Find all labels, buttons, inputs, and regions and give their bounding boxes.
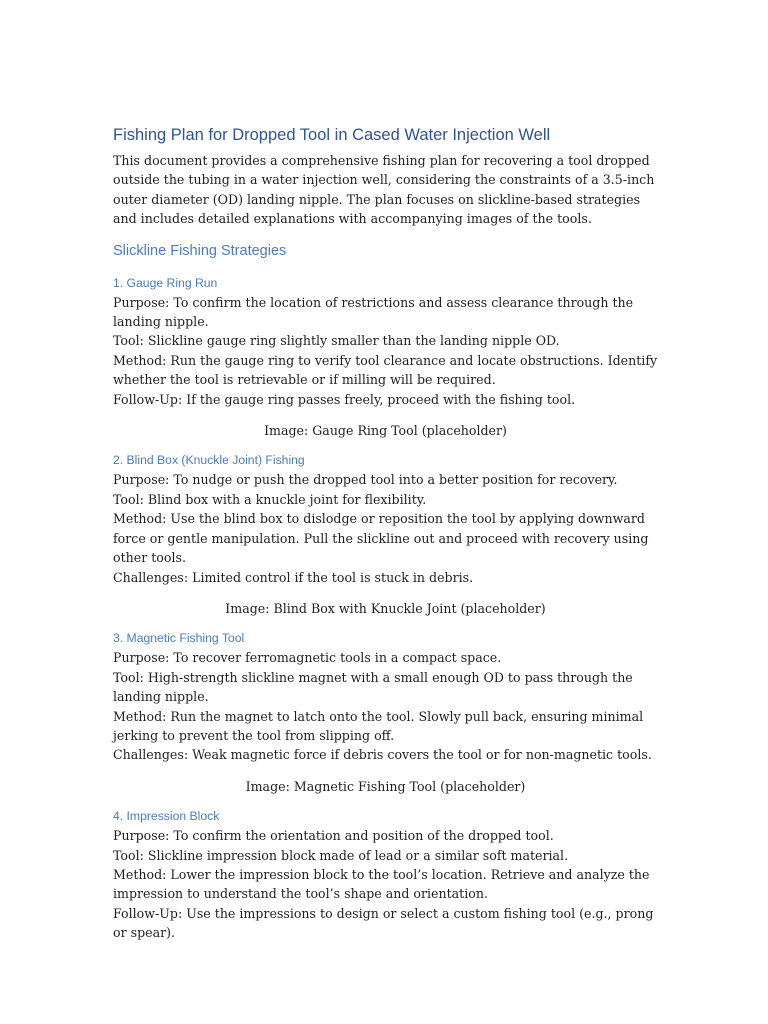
section-method: Method: Run the gauge ring to verify tool clearance and locate obstructions. Identify whether the tool is retrievable or if milling will be required. xyxy=(113,352,658,388)
section-tool: Tool: Slickline gauge ring slightly smaller than the landing nipple OD. xyxy=(113,333,560,349)
section-follow-up: Follow-Up: Use the impressions to design or select a custom fishing tool (e.g., prong or spear). xyxy=(113,905,654,941)
intro-paragraph: This document provides a comprehensive fishing plan for recovering a tool dropped outside the tubing in a water injection well, considering the constraints of a 3.5-inch outer diameter (OD) landing nipple. The plan focuses on slickline-based strategies and includes detailed explanations with accompanying images of the tools. xyxy=(113,153,655,227)
section-heading: 4. Impression Block xyxy=(113,809,220,824)
section-tool: Tool: Slickline impression block made of lead or a similar soft material. xyxy=(113,847,569,863)
section-tool: Tool: Blind box with a knuckle joint for flexibility. xyxy=(113,491,427,507)
section-tool: Tool: High-strength slickline magnet with a small enough OD to pass through the landing nipple. xyxy=(113,669,633,705)
document-page xyxy=(113,124,658,943)
section-challenges: Challenges: Limited control if the tool is stuck in debris. xyxy=(113,569,474,585)
document-title: Fishing Plan for Dropped Tool in Cased Water Injection Well xyxy=(113,126,551,144)
section-purpose: Purpose: To recover ferromagnetic tools in a compact space. xyxy=(113,650,502,666)
strategies-heading: Slickline Fishing Strategies xyxy=(113,242,287,259)
section-gauge-ring-run xyxy=(113,274,658,441)
section-method: Method: Run the magnet to latch onto the tool. Slowly pull back, ensuring minimal jerking to prevent the tool from slipping off. xyxy=(113,708,644,743)
section-challenges: Challenges: Weak magnetic force if debris covers the tool or for non-magnetic tools. xyxy=(113,747,652,763)
section-heading: 1. Gauge Ring Run xyxy=(113,275,218,290)
section-impression-block xyxy=(113,807,658,942)
image-placeholder-caption: Image: Gauge Ring Tool (placeholder) xyxy=(264,423,507,439)
image-placeholder-caption: Image: Blind Box with Knuckle Joint (placeholder) xyxy=(225,600,546,616)
section-blind-box xyxy=(113,451,658,618)
section-method: Method: Use the blind box to dislodge or reposition the tool by applying downward force or gentle manipulation. Pull the slickline out and proceed with recovery using other tools. xyxy=(113,511,649,566)
section-purpose: Purpose: To confirm the location of restrictions and assess clearance through the landing nipple. xyxy=(113,294,634,330)
section-heading: 2. Blind Box (Knuckle Joint) Fishing xyxy=(113,453,305,468)
section-heading: 3. Magnetic Fishing Tool xyxy=(113,631,245,646)
image-placeholder-caption: Image: Magnetic Fishing Tool (placeholder) xyxy=(245,778,526,794)
section-follow-up: Follow-Up: If the gauge ring passes freely, proceed with the fishing tool. xyxy=(113,391,576,407)
section-purpose: Purpose: To nudge or push the dropped tool into a better position for recovery. xyxy=(113,472,618,488)
section-method: Method: Lower the impression block to the tool’s location. Retrieve and analyze the impression to understand the tool’s shape and orientation. xyxy=(113,866,650,902)
section-magnetic-fishing-tool xyxy=(113,629,658,796)
section-purpose: Purpose: To confirm the orientation and position of the dropped tool. xyxy=(113,828,554,844)
